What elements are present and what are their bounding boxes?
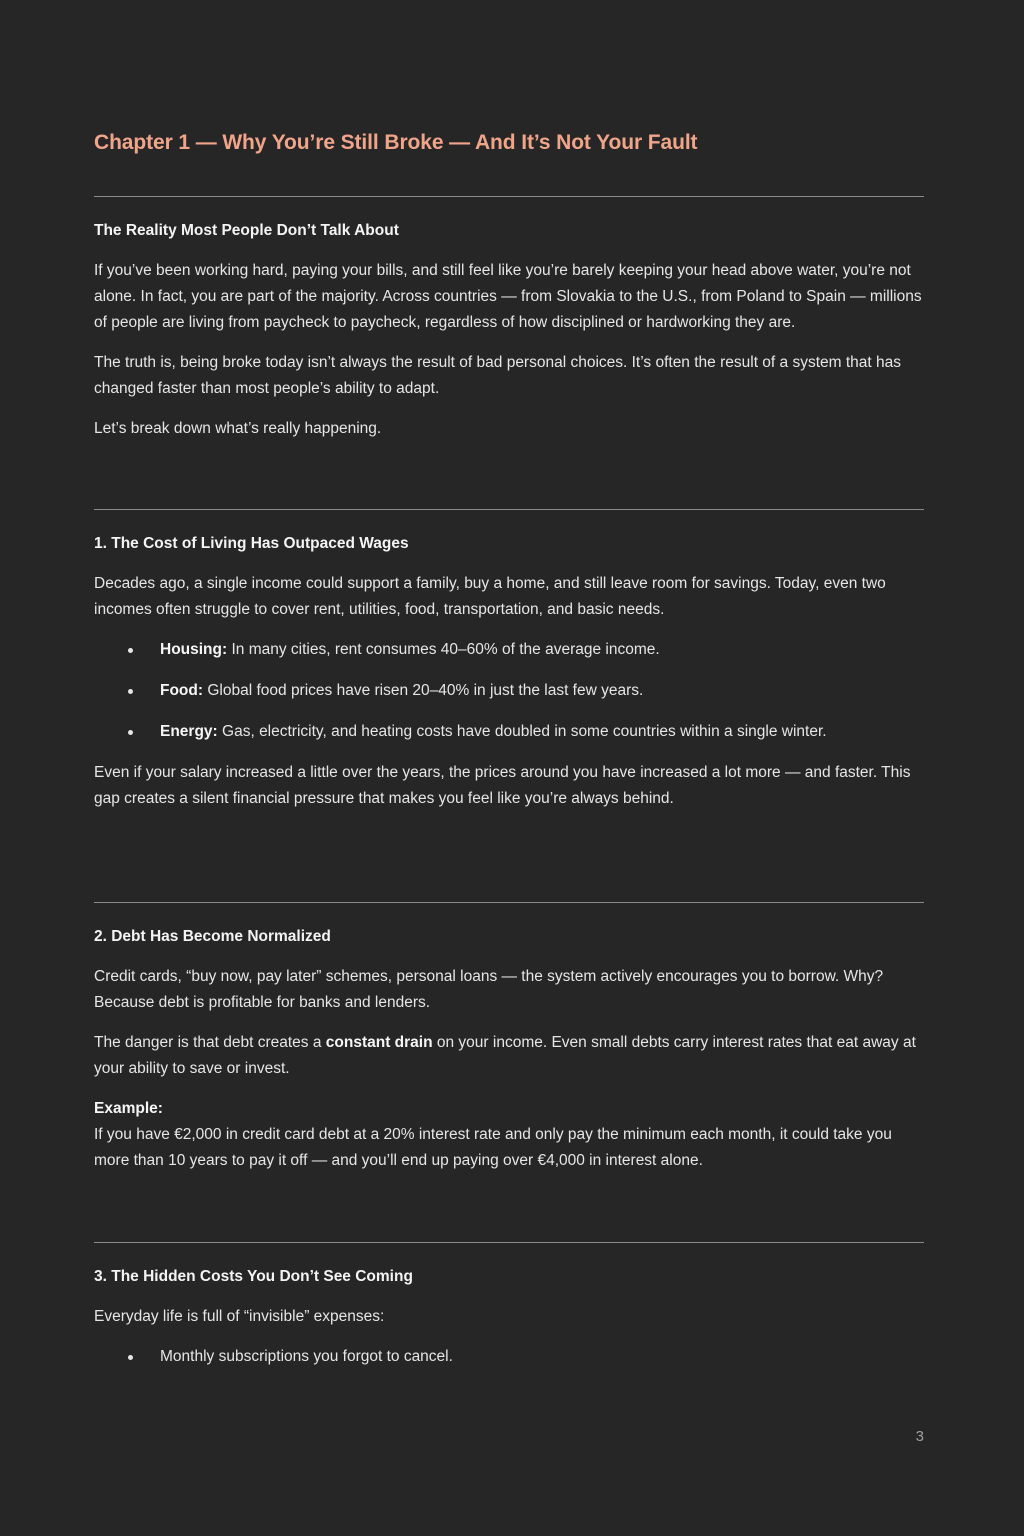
list-item-text: In many cities, rent consumes 40–60% of the average income. <box>227 641 660 658</box>
intro-paragraph: Let’s break down what’s really happening. <box>94 420 382 437</box>
page-number: 3 <box>915 1428 924 1445</box>
section-cost-of-living <box>94 534 924 826</box>
divider <box>94 196 924 197</box>
example-text: If you have €2,000 in credit card debt at a 20% interest rate and only pay the minimum each month, it could take you more than 10 years to pay it off — and you’ll end up paying over €4,000 in interest alone. <box>94 1126 892 1169</box>
list-item-text: Monthly subscriptions you forgot to cancel. <box>160 1348 453 1365</box>
divider <box>94 902 924 903</box>
section-hidden-costs <box>94 1267 924 1385</box>
bullet-icon <box>128 689 133 694</box>
list-item-label: Food: <box>160 682 204 699</box>
list-item-text: Gas, electricity, and heating costs have doubled in some countries within a single winter. <box>217 723 827 740</box>
section-paragraph: Credit cards, “buy now, pay later” schemes, personal loans — the system actively encourages you to borrow. Why? Because debt is profitable for banks and lenders. <box>94 968 884 1011</box>
intro-heading: The Reality Most People Don’t Talk About <box>94 222 399 239</box>
emphasis-text: constant drain <box>325 1034 433 1051</box>
list-item <box>94 1344 924 1370</box>
chapter-title: Chapter 1 — Why You’re Still Broke — And It’s Not Your Fault <box>94 131 698 154</box>
intro-section <box>94 221 924 456</box>
hidden-costs-list <box>94 1344 924 1370</box>
list-item <box>94 637 924 663</box>
section-paragraph <box>94 1030 924 1082</box>
list-item <box>94 719 924 745</box>
section-heading: 3. The Hidden Costs You Don’t See Coming <box>94 1268 413 1285</box>
list-item-label: Energy: <box>160 723 218 740</box>
cost-list <box>94 637 924 745</box>
paragraph-text: on your income. Even small debts carry interest rates that eat away at your ability to save or invest. <box>94 1034 916 1077</box>
divider <box>94 1242 924 1243</box>
bullet-icon <box>128 730 133 735</box>
intro-paragraph: If you’ve been working hard, paying your bills, and still feel like you’re barely keeping your head above water, you’re not alone. In fact, you are part of the majority. Across countries — from Slovakia to the U.S., from Poland to Spain — millions of people are living from paycheck to paycheck, regardless of how disciplined or hardworking they are. <box>94 262 922 331</box>
example-block <box>94 1096 924 1174</box>
section-heading: 2. Debt Has Become Normalized <box>94 928 331 945</box>
divider <box>94 509 924 510</box>
section-debt <box>94 927 924 1188</box>
section-heading: 1. The Cost of Living Has Outpaced Wages <box>94 535 409 552</box>
list-item-text: Global food prices have risen 20–40% in just the last few years. <box>203 682 644 699</box>
intro-paragraph: The truth is, being broke today isn’t always the result of bad personal choices. It’s often the result of a system that has changed faster than most people’s ability to adapt. <box>94 354 902 397</box>
paragraph-text: The danger is that debt creates a <box>94 1034 326 1051</box>
bullet-icon <box>128 1355 133 1360</box>
list-item <box>94 678 924 704</box>
section-paragraph: Even if your salary increased a little over the years, the prices around you have increased a lot more — and faster. This gap creates a silent financial pressure that makes you feel like you’re always behind. <box>94 764 911 807</box>
bullet-icon <box>128 648 133 653</box>
example-label: Example: <box>94 1100 163 1117</box>
section-paragraph: Decades ago, a single income could support a family, buy a home, and still leave room for savings. Today, even two incomes often struggle to cover rent, utilities, food, transportation, and basic needs. <box>94 575 886 618</box>
document-page <box>94 0 924 1536</box>
section-paragraph: Everyday life is full of “invisible” expenses: <box>94 1308 385 1325</box>
list-item-label: Housing: <box>160 641 228 658</box>
